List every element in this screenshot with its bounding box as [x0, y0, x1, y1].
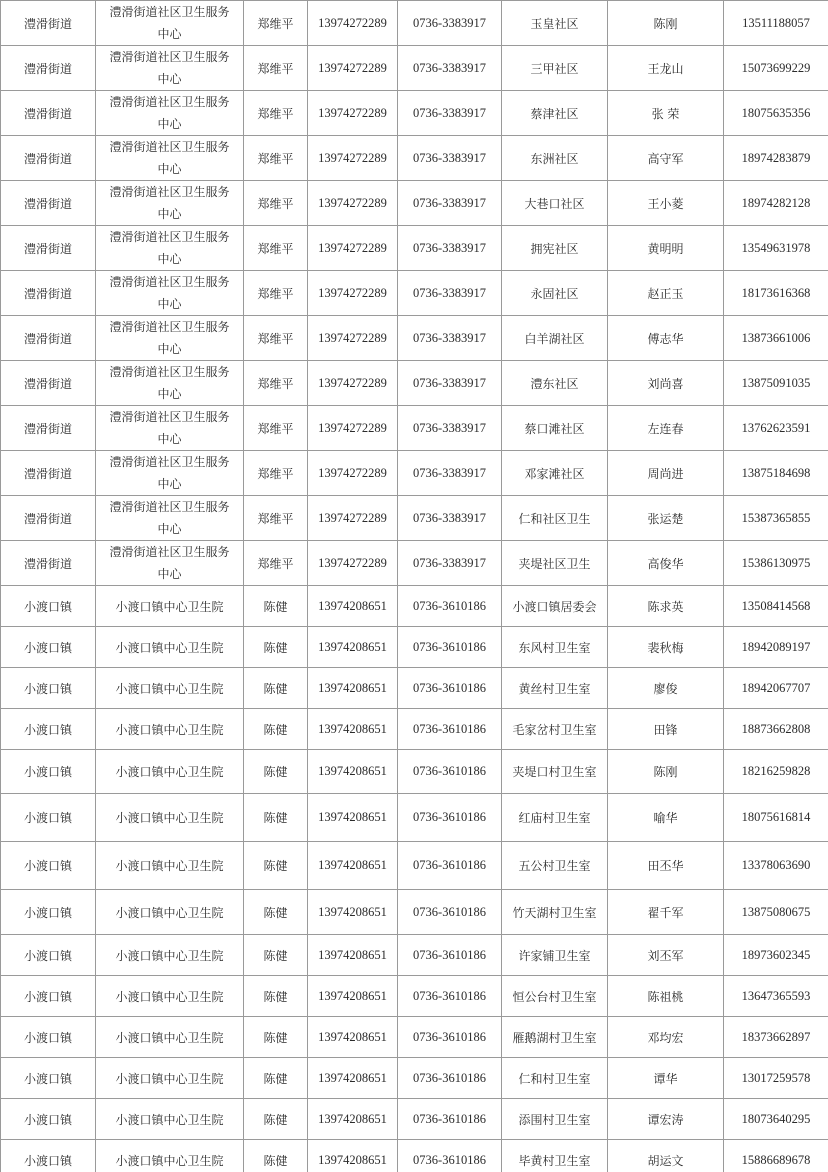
table-row	[1, 91, 828, 136]
facility-cell: 小渡口镇中心卫生院	[96, 842, 244, 890]
table-row	[1, 316, 828, 361]
facility-cell: 澧滑街道社区卫生服务中心	[96, 181, 244, 226]
office-phone-cell: 0736-3383917	[398, 181, 502, 226]
contact-mobile-cell: 13508414568	[724, 586, 828, 627]
office-phone-cell: 0736-3383917	[398, 496, 502, 541]
table-row	[1, 842, 828, 890]
district-cell: 澧滑街道	[1, 406, 96, 451]
director-cell: 陈健	[244, 750, 308, 794]
table-row	[1, 271, 828, 316]
contact-name-cell: 张运楚	[608, 496, 724, 541]
contact-name-cell: 胡运文	[608, 1140, 724, 1172]
director-cell: 陈健	[244, 627, 308, 668]
facility-cell: 小渡口镇中心卫生院	[96, 1058, 244, 1099]
director-cell: 陈健	[244, 586, 308, 627]
director-cell: 陈健	[244, 890, 308, 935]
office-phone-cell: 0736-3610186	[398, 794, 502, 842]
director-mobile-cell: 13974272289	[308, 226, 398, 271]
office-phone-cell: 0736-3610186	[398, 1099, 502, 1140]
contact-mobile-cell: 18873662808	[724, 709, 828, 750]
director-cell: 陈健	[244, 935, 308, 976]
community-cell: 雁鹅湖村卫生室	[502, 1017, 608, 1058]
director-mobile-cell: 13974272289	[308, 136, 398, 181]
contact-name-cell: 陈求英	[608, 586, 724, 627]
table-row	[1, 181, 828, 226]
facility-cell: 澧滑街道社区卫生服务中心	[96, 541, 244, 586]
community-cell: 夹堤社区卫生	[502, 541, 608, 586]
district-cell: 澧滑街道	[1, 451, 96, 496]
table-row	[1, 1140, 828, 1172]
district-cell: 小渡口镇	[1, 709, 96, 750]
community-cell: 添围村卫生室	[502, 1099, 608, 1140]
contact-mobile-cell: 13511188057	[724, 1, 828, 46]
contact-name-cell: 周尚进	[608, 451, 724, 496]
district-cell: 澧滑街道	[1, 361, 96, 406]
office-phone-cell: 0736-3383917	[398, 361, 502, 406]
community-cell: 红庙村卫生室	[502, 794, 608, 842]
director-cell: 陈健	[244, 1099, 308, 1140]
contact-name-cell: 赵正玉	[608, 271, 724, 316]
office-phone-cell: 0736-3383917	[398, 451, 502, 496]
district-cell: 小渡口镇	[1, 668, 96, 709]
director-mobile-cell: 13974272289	[308, 541, 398, 586]
table-row	[1, 794, 828, 842]
director-mobile-cell: 13974208651	[308, 668, 398, 709]
director-cell: 郑维平	[244, 496, 308, 541]
community-cell: 许家铺卫生室	[502, 935, 608, 976]
community-cell: 邓家滩社区	[502, 451, 608, 496]
facility-cell: 小渡口镇中心卫生院	[96, 750, 244, 794]
contact-mobile-cell: 18974282128	[724, 181, 828, 226]
director-cell: 郑维平	[244, 451, 308, 496]
director-mobile-cell: 13974272289	[308, 91, 398, 136]
director-mobile-cell: 13974208651	[308, 976, 398, 1017]
facility-cell: 小渡口镇中心卫生院	[96, 935, 244, 976]
director-cell: 郑维平	[244, 316, 308, 361]
director-mobile-cell: 13974208651	[308, 935, 398, 976]
contact-mobile-cell: 15387365855	[724, 496, 828, 541]
table-row	[1, 935, 828, 976]
table-row	[1, 136, 828, 181]
director-cell: 郑维平	[244, 271, 308, 316]
contact-name-cell: 高守军	[608, 136, 724, 181]
district-cell: 澧滑街道	[1, 226, 96, 271]
table-row	[1, 586, 828, 627]
district-cell: 澧滑街道	[1, 496, 96, 541]
contact-name-cell: 王龙山	[608, 46, 724, 91]
community-cell: 东洲社区	[502, 136, 608, 181]
contact-mobile-cell: 18974283879	[724, 136, 828, 181]
office-phone-cell: 0736-3383917	[398, 406, 502, 451]
district-cell: 澧滑街道	[1, 46, 96, 91]
facility-cell: 小渡口镇中心卫生院	[96, 1017, 244, 1058]
director-mobile-cell: 13974208651	[308, 709, 398, 750]
contact-mobile-cell: 18075635356	[724, 91, 828, 136]
table-row	[1, 406, 828, 451]
community-cell: 毕黄村卫生室	[502, 1140, 608, 1172]
director-mobile-cell: 13974208651	[308, 890, 398, 935]
director-cell: 陈健	[244, 794, 308, 842]
director-mobile-cell: 13974272289	[308, 451, 398, 496]
contact-mobile-cell: 18942067707	[724, 668, 828, 709]
table-row	[1, 976, 828, 1017]
contact-name-cell: 廖俊	[608, 668, 724, 709]
contact-mobile-cell: 18942089197	[724, 627, 828, 668]
contact-mobile-cell: 13875080675	[724, 890, 828, 935]
contact-mobile-cell: 13875184698	[724, 451, 828, 496]
contact-name-cell: 傅志华	[608, 316, 724, 361]
contact-name-cell: 田锋	[608, 709, 724, 750]
facility-cell: 小渡口镇中心卫生院	[96, 1140, 244, 1172]
contact-name-cell: 翟千军	[608, 890, 724, 935]
office-phone-cell: 0736-3383917	[398, 136, 502, 181]
director-cell: 郑维平	[244, 91, 308, 136]
facility-cell: 小渡口镇中心卫生院	[96, 890, 244, 935]
director-cell: 郑维平	[244, 46, 308, 91]
community-cell: 夹堤口村卫生室	[502, 750, 608, 794]
contact-name-cell: 喻华	[608, 794, 724, 842]
district-cell: 小渡口镇	[1, 627, 96, 668]
director-mobile-cell: 13974272289	[308, 496, 398, 541]
contact-mobile-cell: 13378063690	[724, 842, 828, 890]
director-mobile-cell: 13974208651	[308, 794, 398, 842]
district-cell: 小渡口镇	[1, 586, 96, 627]
contact-name-cell: 裴秋梅	[608, 627, 724, 668]
community-cell: 黄丝村卫生室	[502, 668, 608, 709]
community-cell: 大巷口社区	[502, 181, 608, 226]
office-phone-cell: 0736-3383917	[398, 91, 502, 136]
table-row	[1, 541, 828, 586]
director-cell: 陈健	[244, 1017, 308, 1058]
office-phone-cell: 0736-3610186	[398, 627, 502, 668]
district-cell: 澧滑街道	[1, 181, 96, 226]
contact-name-cell: 刘尚喜	[608, 361, 724, 406]
office-phone-cell: 0736-3610186	[398, 709, 502, 750]
table-row	[1, 226, 828, 271]
district-cell: 澧滑街道	[1, 1, 96, 46]
contact-mobile-cell: 15386130975	[724, 541, 828, 586]
facility-cell: 小渡口镇中心卫生院	[96, 1099, 244, 1140]
facility-cell: 澧滑街道社区卫生服务中心	[96, 46, 244, 91]
office-phone-cell: 0736-3610186	[398, 668, 502, 709]
facility-cell: 澧滑街道社区卫生服务中心	[96, 316, 244, 361]
contact-name-cell: 高俊华	[608, 541, 724, 586]
office-phone-cell: 0736-3610186	[398, 1017, 502, 1058]
director-mobile-cell: 13974208651	[308, 842, 398, 890]
facility-cell: 澧滑街道社区卫生服务中心	[96, 451, 244, 496]
office-phone-cell: 0736-3610186	[398, 1140, 502, 1172]
facility-cell: 小渡口镇中心卫生院	[96, 976, 244, 1017]
community-cell: 恒公台村卫生室	[502, 976, 608, 1017]
contact-name-cell: 田丕华	[608, 842, 724, 890]
office-phone-cell: 0736-3610186	[398, 976, 502, 1017]
director-cell: 陈健	[244, 1058, 308, 1099]
director-cell: 陈健	[244, 842, 308, 890]
office-phone-cell: 0736-3383917	[398, 271, 502, 316]
director-cell: 郑维平	[244, 406, 308, 451]
table-row	[1, 1017, 828, 1058]
contact-mobile-cell: 18973602345	[724, 935, 828, 976]
table-row	[1, 1058, 828, 1099]
community-cell: 白羊湖社区	[502, 316, 608, 361]
contact-name-cell: 陈祖桃	[608, 976, 724, 1017]
contact-name-cell: 陈刚	[608, 750, 724, 794]
director-mobile-cell: 13974208651	[308, 750, 398, 794]
contact-mobile-cell: 13647365593	[724, 976, 828, 1017]
district-cell: 小渡口镇	[1, 1017, 96, 1058]
facility-cell: 澧滑街道社区卫生服务中心	[96, 406, 244, 451]
contact-name-cell: 左连春	[608, 406, 724, 451]
district-cell: 澧滑街道	[1, 271, 96, 316]
community-cell: 澧东社区	[502, 361, 608, 406]
contact-mobile-cell: 13017259578	[724, 1058, 828, 1099]
contacts-table-body	[1, 1, 828, 1172]
contact-mobile-cell: 18216259828	[724, 750, 828, 794]
director-cell: 郑维平	[244, 226, 308, 271]
district-cell: 澧滑街道	[1, 316, 96, 361]
director-mobile-cell: 13974272289	[308, 406, 398, 451]
table-row	[1, 890, 828, 935]
contact-mobile-cell: 18075616814	[724, 794, 828, 842]
district-cell: 澧滑街道	[1, 541, 96, 586]
community-cell: 永固社区	[502, 271, 608, 316]
community-cell: 仁和社区卫生	[502, 496, 608, 541]
table-row	[1, 1099, 828, 1140]
director-mobile-cell: 13974272289	[308, 316, 398, 361]
director-mobile-cell: 13974208651	[308, 1058, 398, 1099]
table-row	[1, 361, 828, 406]
office-phone-cell: 0736-3383917	[398, 226, 502, 271]
community-cell: 三甲社区	[502, 46, 608, 91]
contact-name-cell: 谭宏涛	[608, 1099, 724, 1140]
facility-cell: 小渡口镇中心卫生院	[96, 627, 244, 668]
community-cell: 毛家岔村卫生室	[502, 709, 608, 750]
contact-name-cell: 谭华	[608, 1058, 724, 1099]
contact-mobile-cell: 13873661006	[724, 316, 828, 361]
facility-cell: 澧滑街道社区卫生服务中心	[96, 226, 244, 271]
office-phone-cell: 0736-3383917	[398, 46, 502, 91]
contact-name-cell: 王小菱	[608, 181, 724, 226]
contact-name-cell: 黄明明	[608, 226, 724, 271]
director-cell: 陈健	[244, 976, 308, 1017]
table-row	[1, 496, 828, 541]
contact-mobile-cell: 13549631978	[724, 226, 828, 271]
contact-name-cell: 邓均宏	[608, 1017, 724, 1058]
director-cell: 陈健	[244, 709, 308, 750]
office-phone-cell: 0736-3610186	[398, 586, 502, 627]
facility-cell: 澧滑街道社区卫生服务中心	[96, 136, 244, 181]
district-cell: 小渡口镇	[1, 976, 96, 1017]
director-cell: 郑维平	[244, 181, 308, 226]
district-cell: 小渡口镇	[1, 1140, 96, 1172]
office-phone-cell: 0736-3610186	[398, 842, 502, 890]
community-cell: 仁和村卫生室	[502, 1058, 608, 1099]
table-row	[1, 709, 828, 750]
community-cell: 五公村卫生室	[502, 842, 608, 890]
office-phone-cell: 0736-3383917	[398, 541, 502, 586]
community-cell: 竹天湖村卫生室	[502, 890, 608, 935]
office-phone-cell: 0736-3383917	[398, 316, 502, 361]
community-cell: 蔡津社区	[502, 91, 608, 136]
office-phone-cell: 0736-3610186	[398, 1058, 502, 1099]
district-cell: 小渡口镇	[1, 1058, 96, 1099]
community-cell: 东风村卫生室	[502, 627, 608, 668]
table-row	[1, 668, 828, 709]
office-phone-cell: 0736-3610186	[398, 890, 502, 935]
facility-cell: 小渡口镇中心卫生院	[96, 668, 244, 709]
district-cell: 澧滑街道	[1, 91, 96, 136]
contact-name-cell: 张 荣	[608, 91, 724, 136]
director-cell: 郑维平	[244, 361, 308, 406]
director-cell: 郑维平	[244, 136, 308, 181]
district-cell: 小渡口镇	[1, 842, 96, 890]
contact-mobile-cell: 18173616368	[724, 271, 828, 316]
facility-cell: 澧滑街道社区卫生服务中心	[96, 1, 244, 46]
district-cell: 小渡口镇	[1, 750, 96, 794]
office-phone-cell: 0736-3383917	[398, 1, 502, 46]
director-mobile-cell: 13974208651	[308, 627, 398, 668]
contact-mobile-cell: 13762623591	[724, 406, 828, 451]
table-row	[1, 627, 828, 668]
director-cell: 郑维平	[244, 541, 308, 586]
director-mobile-cell: 13974272289	[308, 1, 398, 46]
contact-mobile-cell: 13875091035	[724, 361, 828, 406]
director-cell: 陈健	[244, 1140, 308, 1172]
district-cell: 小渡口镇	[1, 935, 96, 976]
community-cell: 拥宪社区	[502, 226, 608, 271]
facility-cell: 澧滑街道社区卫生服务中心	[96, 271, 244, 316]
community-cell: 蔡口滩社区	[502, 406, 608, 451]
table-row	[1, 451, 828, 496]
facility-cell: 澧滑街道社区卫生服务中心	[96, 361, 244, 406]
facility-cell: 小渡口镇中心卫生院	[96, 709, 244, 750]
contact-mobile-cell: 18373662897	[724, 1017, 828, 1058]
table-row	[1, 46, 828, 91]
director-cell: 郑维平	[244, 1, 308, 46]
director-mobile-cell: 13974208651	[308, 1099, 398, 1140]
district-cell: 小渡口镇	[1, 890, 96, 935]
director-mobile-cell: 13974272289	[308, 271, 398, 316]
director-cell: 陈健	[244, 668, 308, 709]
office-phone-cell: 0736-3610186	[398, 750, 502, 794]
facility-cell: 澧滑街道社区卫生服务中心	[96, 91, 244, 136]
district-cell: 澧滑街道	[1, 136, 96, 181]
district-cell: 小渡口镇	[1, 1099, 96, 1140]
director-mobile-cell: 13974272289	[308, 361, 398, 406]
director-mobile-cell: 13974208651	[308, 1140, 398, 1172]
facility-cell: 小渡口镇中心卫生院	[96, 794, 244, 842]
contact-name-cell: 陈刚	[608, 1, 724, 46]
office-phone-cell: 0736-3610186	[398, 935, 502, 976]
facility-cell: 澧滑街道社区卫生服务中心	[96, 496, 244, 541]
director-mobile-cell: 13974208651	[308, 586, 398, 627]
contact-mobile-cell: 18073640295	[724, 1099, 828, 1140]
facility-cell: 小渡口镇中心卫生院	[96, 586, 244, 627]
table-row	[1, 750, 828, 794]
district-cell: 小渡口镇	[1, 794, 96, 842]
director-mobile-cell: 13974272289	[308, 46, 398, 91]
table-row	[1, 1, 828, 46]
director-mobile-cell: 13974272289	[308, 181, 398, 226]
contact-name-cell: 刘丕军	[608, 935, 724, 976]
contact-mobile-cell: 15073699229	[724, 46, 828, 91]
director-mobile-cell: 13974208651	[308, 1017, 398, 1058]
community-cell: 玉皇社区	[502, 1, 608, 46]
community-cell: 小渡口镇居委会	[502, 586, 608, 627]
contact-mobile-cell: 15886689678	[724, 1140, 828, 1172]
